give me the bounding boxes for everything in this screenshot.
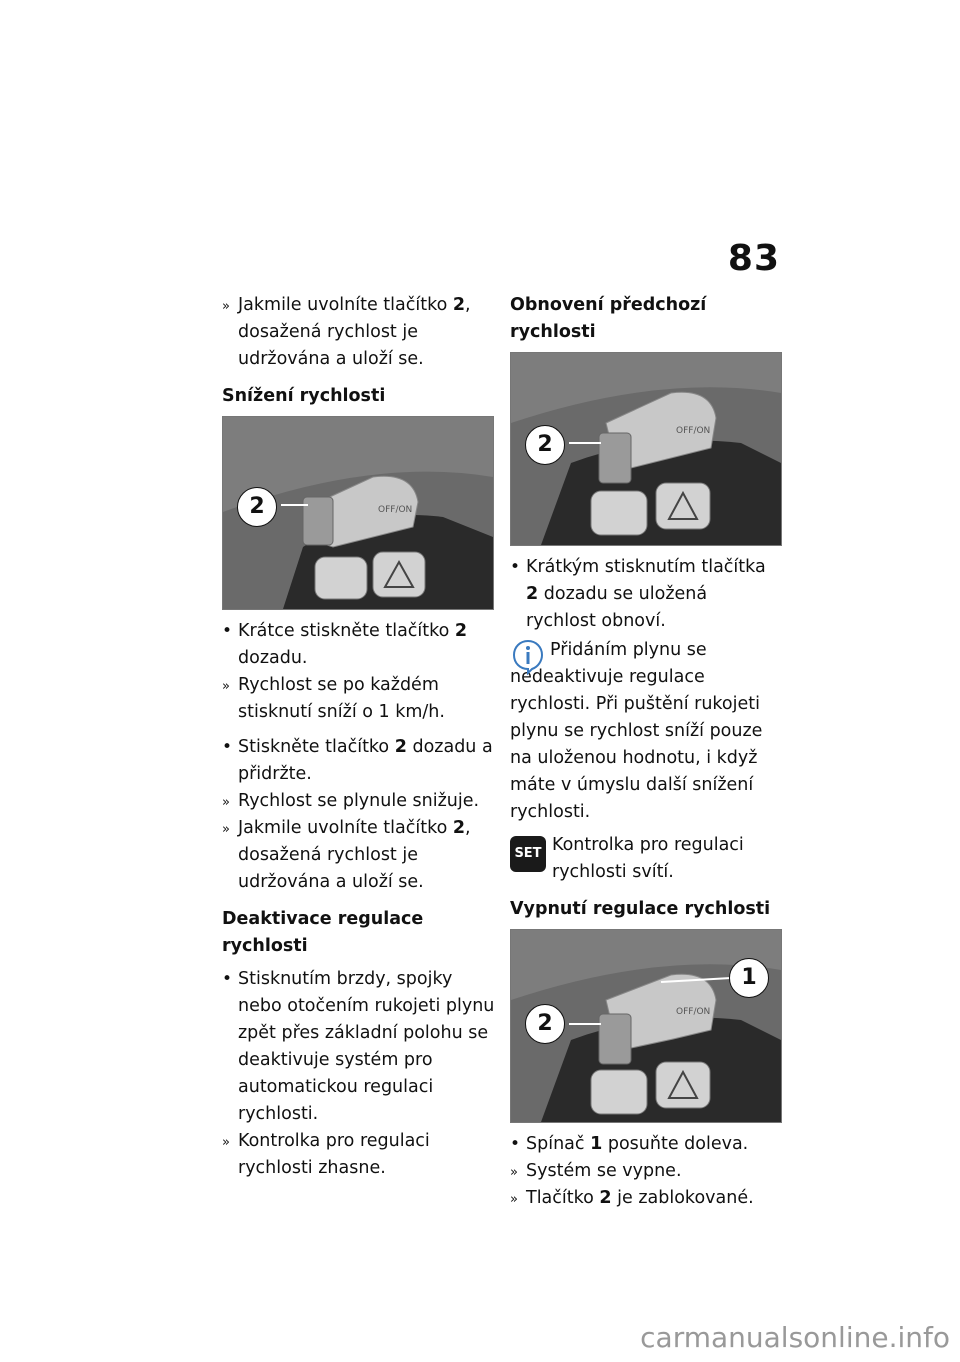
step-text-tail: dozadu. [238,648,308,668]
handlebar-photo-3 [510,929,782,1123]
right-column [510,292,782,1212]
result-arrow-icon: » [222,822,230,837]
step-text: Kontrolka pro regulaci rychlosti zhasne. [238,1131,430,1178]
watermark: carmanualsonline.info [640,1321,950,1354]
step-text: Jakmile uvolníte tlačítko [238,818,453,838]
step-text-tail: je zablokované. [611,1188,754,1208]
left-column [222,292,496,1182]
handlebar-photo-2 [510,352,782,546]
step-text: Krátkým stisknutím tlačítka [526,557,766,577]
cruise-set-indicator-icon: SET [510,836,546,872]
result-step [510,1158,782,1185]
step-text-tail: dozadu a přidržte. [238,737,493,784]
heading-deactivation: Deaktivace regulace rychlosti [222,909,424,956]
set-indicator-text: Kontrolka pro regulaci rychlosti svítí. [552,835,744,882]
step-reference-number: 2 [454,621,468,641]
steps-resume [510,554,782,635]
heading-switch-off: Vypnutí regulace rychlosti [510,899,771,919]
instruction-step [510,554,782,635]
step-text: Jakmile uvolníte tlačítko [238,295,453,315]
step-text: Spínač [526,1134,591,1154]
intro-steps [222,292,496,373]
step-text: Systém se vypne. [526,1161,682,1181]
instruction-step [222,618,496,672]
note-block [510,637,782,826]
step-text: Rychlost se po každém stisknutí sníží o 1 km/h. [238,675,445,722]
info-note-icon [510,639,546,675]
photo2-label-offon: OFF/ON [676,426,711,436]
callout-1: 1 [729,958,769,998]
step-text-tail: , dosažená rychlost je udržována a uloží se. [238,295,471,369]
instruction-step [510,1131,782,1158]
steps-hold [222,734,496,896]
result-step [222,672,496,726]
step-text-tail: , dosažená rychlost je udržována a uloží se. [238,818,471,892]
result-step [222,292,496,373]
bullet-dot-icon: • [222,737,233,757]
result-step [510,1185,782,1212]
page-number: 83 [727,238,780,279]
result-step [222,788,496,815]
instruction-step [222,734,496,788]
photo1-label-offon: OFF/ON [378,505,413,515]
heading-resume-speed: Obnovení předchozí rychlosti [510,295,707,342]
result-arrow-icon: » [510,1192,518,1207]
step-text-tail: posuňte doleva. [602,1134,749,1154]
step-reference-number: 2 [452,295,466,315]
step-reference-number: 2 [526,584,539,604]
step-reference-number: 2 [452,818,466,838]
result-step [222,1128,496,1182]
result-arrow-icon: » [510,1165,518,1180]
callout-2: 2 [237,487,277,527]
steps-short-press [222,618,496,726]
step-text-tail: dozadu se uložená rychlost obnoví. [526,584,708,631]
step-reference-number: 2 [599,1188,612,1208]
steps-deactivation [222,966,496,1182]
step-text: Tlačítko [526,1188,600,1208]
note-text: Přidáním plynu se nedeaktivuje regulace rychlosti. Při puštění rukojeti plynu se rychlost sníží pouze na uloženou hodnotu, i když máte v úmyslu další snížení rychlosti. [510,640,763,822]
heading-speed-reduction: Snížení rychlosti [222,386,386,406]
step-reference-number: 2 [394,737,407,757]
step-reference-number: 1 [590,1134,603,1154]
bullet-dot-icon: • [222,621,233,641]
set-indicator-row [510,832,782,886]
callout-2: 2 [525,1004,565,1044]
bullet-dot-icon: • [510,557,521,577]
steps-switch-off [510,1131,782,1212]
callout-2: 2 [525,425,565,465]
result-arrow-icon: » [222,299,230,314]
instruction-step [222,966,496,1128]
result-arrow-icon: » [222,1135,230,1150]
handlebar-photo-1 [222,416,494,610]
result-arrow-icon: » [222,679,230,694]
bullet-dot-icon: • [510,1134,521,1154]
step-text: Krátce stiskněte tlačítko [238,621,455,641]
result-step [222,815,496,896]
step-text: Stisknutím brzdy, spojky nebo otočením rukojeti plynu zpět přes základní polohu se deaktivuje systém pro automatickou regulaci rychlosti. [238,969,495,1124]
result-arrow-icon: » [222,795,230,810]
step-text: Rychlost se plynule snižuje. [238,791,480,811]
bullet-dot-icon: • [222,969,233,989]
photo3-label-offon: OFF/ON [676,1007,711,1017]
step-text: Stiskněte tlačítko [238,737,395,757]
